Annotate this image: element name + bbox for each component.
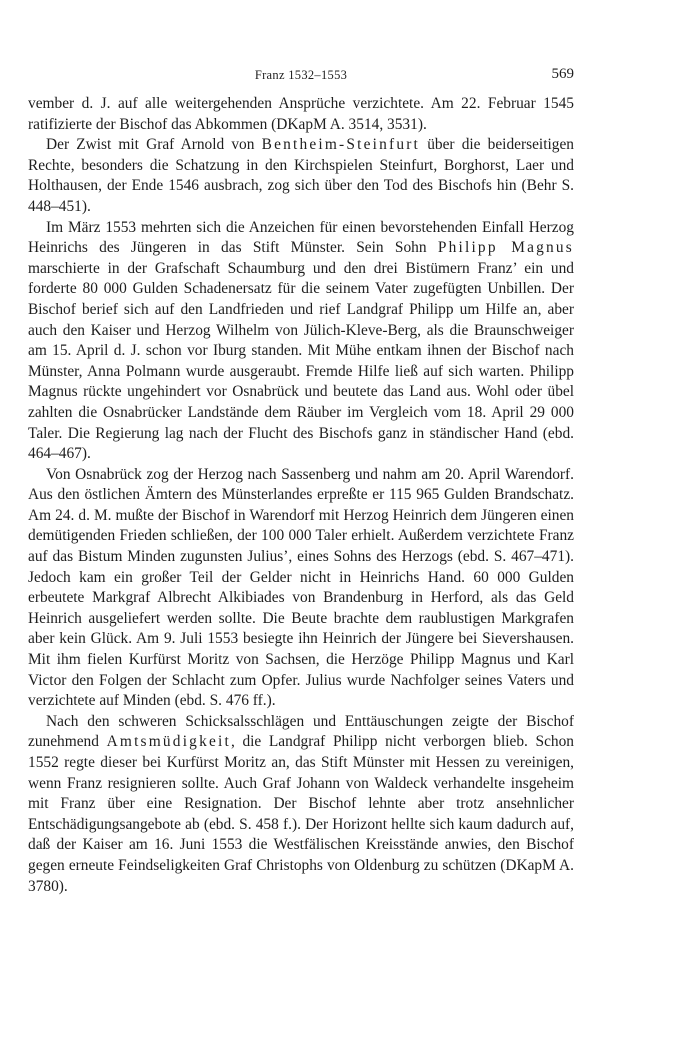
running-head	[28, 66, 574, 86]
paragraph	[28, 218, 574, 465]
running-title: Franz 1532–1553	[254, 68, 348, 82]
spaced-name: Philipp Magnus	[437, 239, 574, 257]
page-number: 569	[551, 66, 574, 82]
paragraph	[28, 135, 574, 217]
paragraph-text: über die beiderseitigen Rechte, besonders die Schatzung in den Kirchspielen Steinfurt, Borghorst, Laer und Holthausen, der Ende 1546 ausbrach, zog sich über den Tod des Bischofs hin (Behr S. 448–451).	[28, 136, 574, 215]
paragraph-text: Der Zwist mit Graf Arnold von	[46, 136, 262, 154]
spaced-name: Bentheim-Steinfurt	[261, 136, 421, 154]
paragraph-text: marschierte in der Grafschaft Schaumburg und den drei Bistümern Franz’ ein und forderte 80 000 Gulden Schadenersatz für die seinem Vater zugefügten Unbillen. Der Bischof berief sich auf den Landfrieden und rief Landgraf Philipp um Hilfe an, aber auch den Kaiser und Herzog Wilhelm von Jülich-Kleve-Berg, als die Braunschweiger am 15. April d. J. schon vor Iburg standen. Mit Mühe entkam ihnen der Bischof nach Münster, Anna Polmann wurde ausgeraubt. Fremde Hilfe ließ auf sich warten. Philipp Magnus rückte ungehindert vor Osnabrück und beutete das Land aus. Wohl oder übel zahlten die Osnabrücker Landstände dem Räuber im Vergleich vom 18. April 29 000 Taler. Die Regierung lag nach der Flucht des Bischofs ganz in ständischer Hand (ebd. 464–467).	[28, 259, 574, 463]
paragraph-text: Im März 1553 mehrten sich die Anzeichen für einen bevorstehenden Einfall Herzog Heinrichs des Jüngeren in das Stift Münster. Sein Sohn	[28, 218, 574, 257]
paragraph	[28, 712, 574, 897]
paragraph	[28, 465, 574, 712]
paragraph-text: vember d. J. auf alle weitergehenden Ansprüche verzichtete. Am 22. Februar 1545 ratifizierte der Bischof das Abkommen (DKapM A. 3514, 3531).	[28, 95, 574, 133]
paragraph-text: , die Landgraf Philipp nicht verborgen blieb. Schon 1552 regte dieser bei Kurfürst Moritz an, das Stift Münster mit Hessen zu vereinigen, wenn Franz resignieren sollte. Auch Graf Johann von Waldeck verhandelte insgeheim mit Franz über eine Resignation. Der Bischof lehnte aber trotz ansehnlicher Entschädigungsangebote ab (ebd. S. 458 f.). Der Horizont hellte sich kaum dadurch auf, daß der Kaiser am 16. Juni 1553 die Westfälischen Kreisstände anwies, den Bischof gegen erneute Feindseligkeiten Graf Christophs von Oldenburg zu schützen (DKapM A. 3780).	[28, 733, 574, 895]
body-text	[28, 94, 574, 897]
paragraph	[28, 94, 574, 135]
spaced-name: Amtsmüdigkeit	[106, 733, 231, 751]
paragraph-text: Von Osnabrück zog der Herzog nach Sassenberg und nahm am 20. April Warendorf. Aus den östlichen Ämtern des Münsterlandes erpreßte er 115 965 Gulden Brandschatz. Am 24. d. M. mußte der Bischof in Warendorf mit Herzog Heinrich dem Jüngeren einen demütigenden Frieden schließen, der 100 000 Taler erhielt. Außerdem verzichtete Franz auf das Bistum Minden zugunsten Julius’, eines Sohns des Herzogs (ebd. S. 467–471). Jedoch kam ein großer Teil der Gelder nicht in Heinrichs Hand. 60 000 Gulden erbeutete Markgraf Albrecht Alkibiades von Brandenburg in Herford, als das Geld Heinrich ausgeliefert werden sollte. Die Beute brachte dem raublustigen Markgrafen aber kein Glück. Am 9. Juli 1553 besiegte ihn Heinrich der Jüngere bei Sievershausen. Mit ihm fielen Kurfürst Moritz von Sachsen, die Herzöge Philipp Magnus und Karl Victor den Folgen der Schlacht zum Opfer. Julius wurde Nachfolger seines Vaters und verzichtete auf Minden (ebd. S. 476 ff.).	[28, 465, 574, 710]
paragraph-text: Nach den schweren Schicksalsschlägen und Enttäuschungen zeigte der Bischof zunehmend	[28, 712, 574, 751]
